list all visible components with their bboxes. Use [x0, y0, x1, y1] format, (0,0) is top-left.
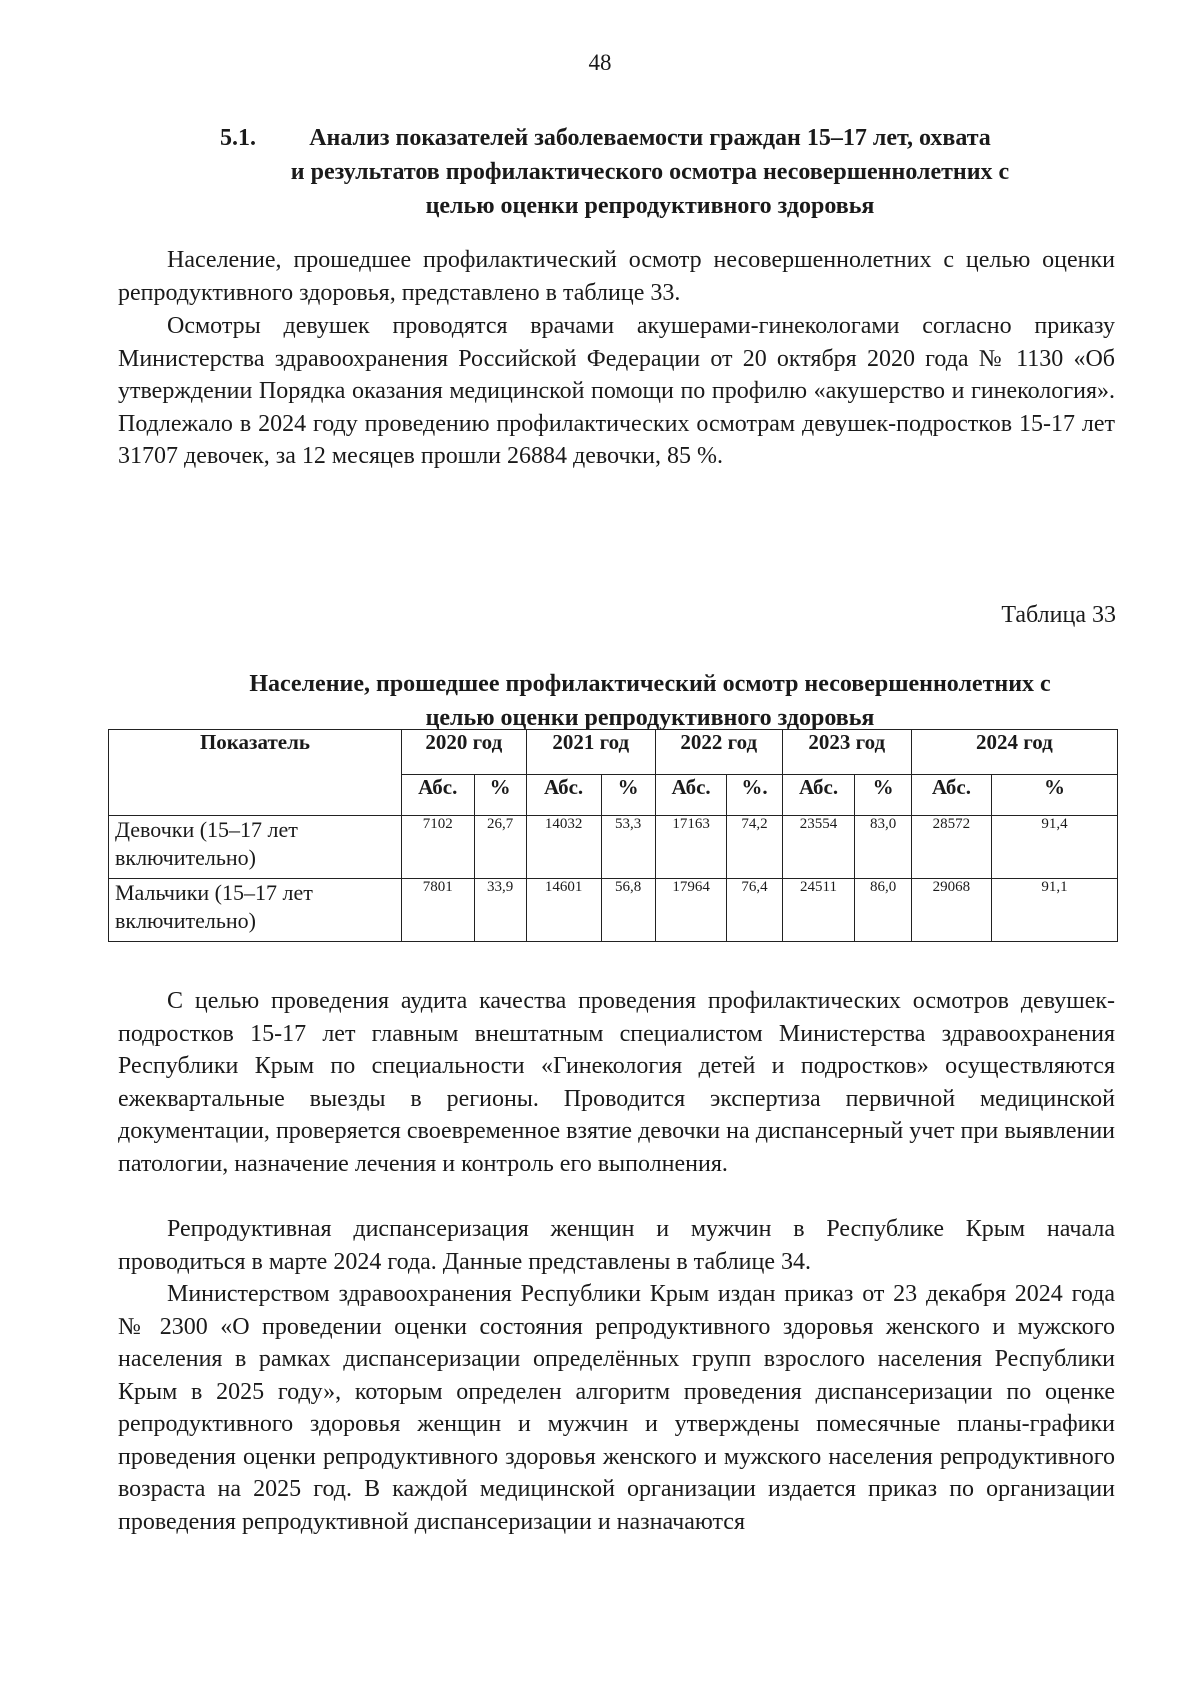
table-title-line-2: целью оценки репродуктивного здоровья	[425, 705, 875, 731]
subheader-abs: Абс.	[401, 775, 474, 816]
table-cell: 28572	[911, 816, 991, 879]
year-header-2020: 2020 год	[401, 730, 526, 775]
year-header-2024: 2024 год	[911, 730, 1117, 775]
table-cell: 53,3	[601, 816, 655, 879]
table-cell: 23554	[782, 816, 855, 879]
paragraph-audit: С целью проведения аудита качества проведения профилактических осмотров девушек-подростков 15-17 лет главным внештатным специалистом Министерства здравоохранения Республики Крым по специальности «Гинекология детей и подростков» осуществляются ежеквартальные выезды в регионы. Проводится экспертиза первичной медицинской документации, проверяется своевременное взятие девочки на диспансерный учет при выявлении патологии, назначение лечения и контроль его выполнения.	[118, 988, 1115, 1177]
paragraph-order	[118, 1278, 1115, 1538]
table-cell: 91,1	[992, 879, 1118, 942]
paragraph-reproductive-dispensary: Репродуктивная диспансеризация женщин и мужчин в Республике Крым начала проводиться в марте 2024 года. Данные представлены в таблице 34.	[118, 1216, 1115, 1275]
table-cell: 24511	[782, 879, 855, 942]
table-cell: 14032	[526, 816, 601, 879]
subheader-pct: %	[601, 775, 655, 816]
table-cell: 74,2	[727, 816, 782, 879]
table-cell: 17163	[655, 816, 727, 879]
year-header-2023: 2023 год	[782, 730, 911, 775]
paragraph-order-text: Министерством здравоохранения Республики Крым издан приказ от 23 декабря 2024 года № 2300 «О проведении оценки состояния репродуктивного здоровья женского и мужского населения в рамках диспансеризации определённых групп взрослого населения Республики Крым в 2025 году», которым определен алгоритм проведения диспансеризации по оценке репродуктивного здоровья женщин и мужчин и утверждены помесячные планы-графики проведения оценки репродуктивного здоровья женского и мужского населения репродуктивного возраста на 2025 год. В каждой медицинской организации издается приказ по организации проведения репродуктивной диспансеризации и назначаются	[118, 1281, 1115, 1535]
subheader-pct: %	[855, 775, 911, 816]
table-cell: 56,8	[601, 879, 655, 942]
table-cell: 76,4	[727, 879, 782, 942]
subheader-pct: %.	[727, 775, 782, 816]
table-title-line-1: Население, прошедшее профилактический осмотр несовершеннолетних с	[249, 671, 1051, 697]
subheader-abs: Абс.	[655, 775, 727, 816]
row-label-girls: Девочки (15–17 лет включительно)	[109, 816, 402, 879]
table-header-row	[109, 730, 1118, 775]
subheader-abs: Абс.	[911, 775, 991, 816]
paragraph-intro: Население, прошедшее профилактический осмотр несовершеннолетних с целью оценки репродуктивного здоровья, представлено в таблице 33.	[118, 247, 1115, 306]
table-cell: 7102	[401, 816, 474, 879]
subheader-pct: %	[474, 775, 526, 816]
table-cell: 86,0	[855, 879, 911, 942]
section-title-line-3: целью оценки репродуктивного здоровья	[425, 193, 875, 219]
subheader-abs: Абс.	[526, 775, 601, 816]
subheader-pct: %	[992, 775, 1118, 816]
table-cell: 33,9	[474, 879, 526, 942]
year-header-2021: 2021 год	[526, 730, 655, 775]
table-cell: 14601	[526, 879, 601, 942]
table-cell: 7801	[401, 879, 474, 942]
table-cell: 29068	[911, 879, 991, 942]
section-title-line-1: Анализ показателей заболеваемости граждан 15–17 лет, охвата	[309, 125, 991, 151]
section-title-line-2: и результатов профилактического осмотра несовершеннолетних с	[290, 159, 1010, 185]
data-table	[108, 729, 1118, 942]
indicator-header: Показатель	[109, 730, 402, 816]
table-cell: 83,0	[855, 816, 911, 879]
table-row	[109, 879, 1118, 942]
section-heading	[150, 121, 1150, 223]
table-cell: 26,7	[474, 816, 526, 879]
table-cell: 17964	[655, 879, 727, 942]
table-row	[109, 816, 1118, 879]
year-header-2022: 2022 год	[655, 730, 782, 775]
subheader-abs: Абс.	[782, 775, 855, 816]
paragraph-exams: Осмотры девушек проводятся врачами акушерами-гинекологами согласно приказу Министерства здравоохранения Российской Федерации от 20 октября 2020 года № 1130 «Об утверждении Порядка оказания медицинской помощи по профилю «акушерство и гинекология». Подлежало в 2024 году проведению профилактических осмотрам девушек-подростков 15-17 лет 31707 девочек, за 12 месяцев прошли 26884 девочки, 85 %.	[118, 313, 1115, 469]
row-label-boys: Мальчики (15–17 лет включительно)	[109, 879, 402, 942]
section-number: 5.1.	[220, 125, 256, 151]
table-label: Таблица 33	[1001, 602, 1116, 628]
table-title	[150, 667, 1150, 735]
page-number: 48	[588, 50, 612, 75]
table-cell: 91,4	[992, 816, 1118, 879]
